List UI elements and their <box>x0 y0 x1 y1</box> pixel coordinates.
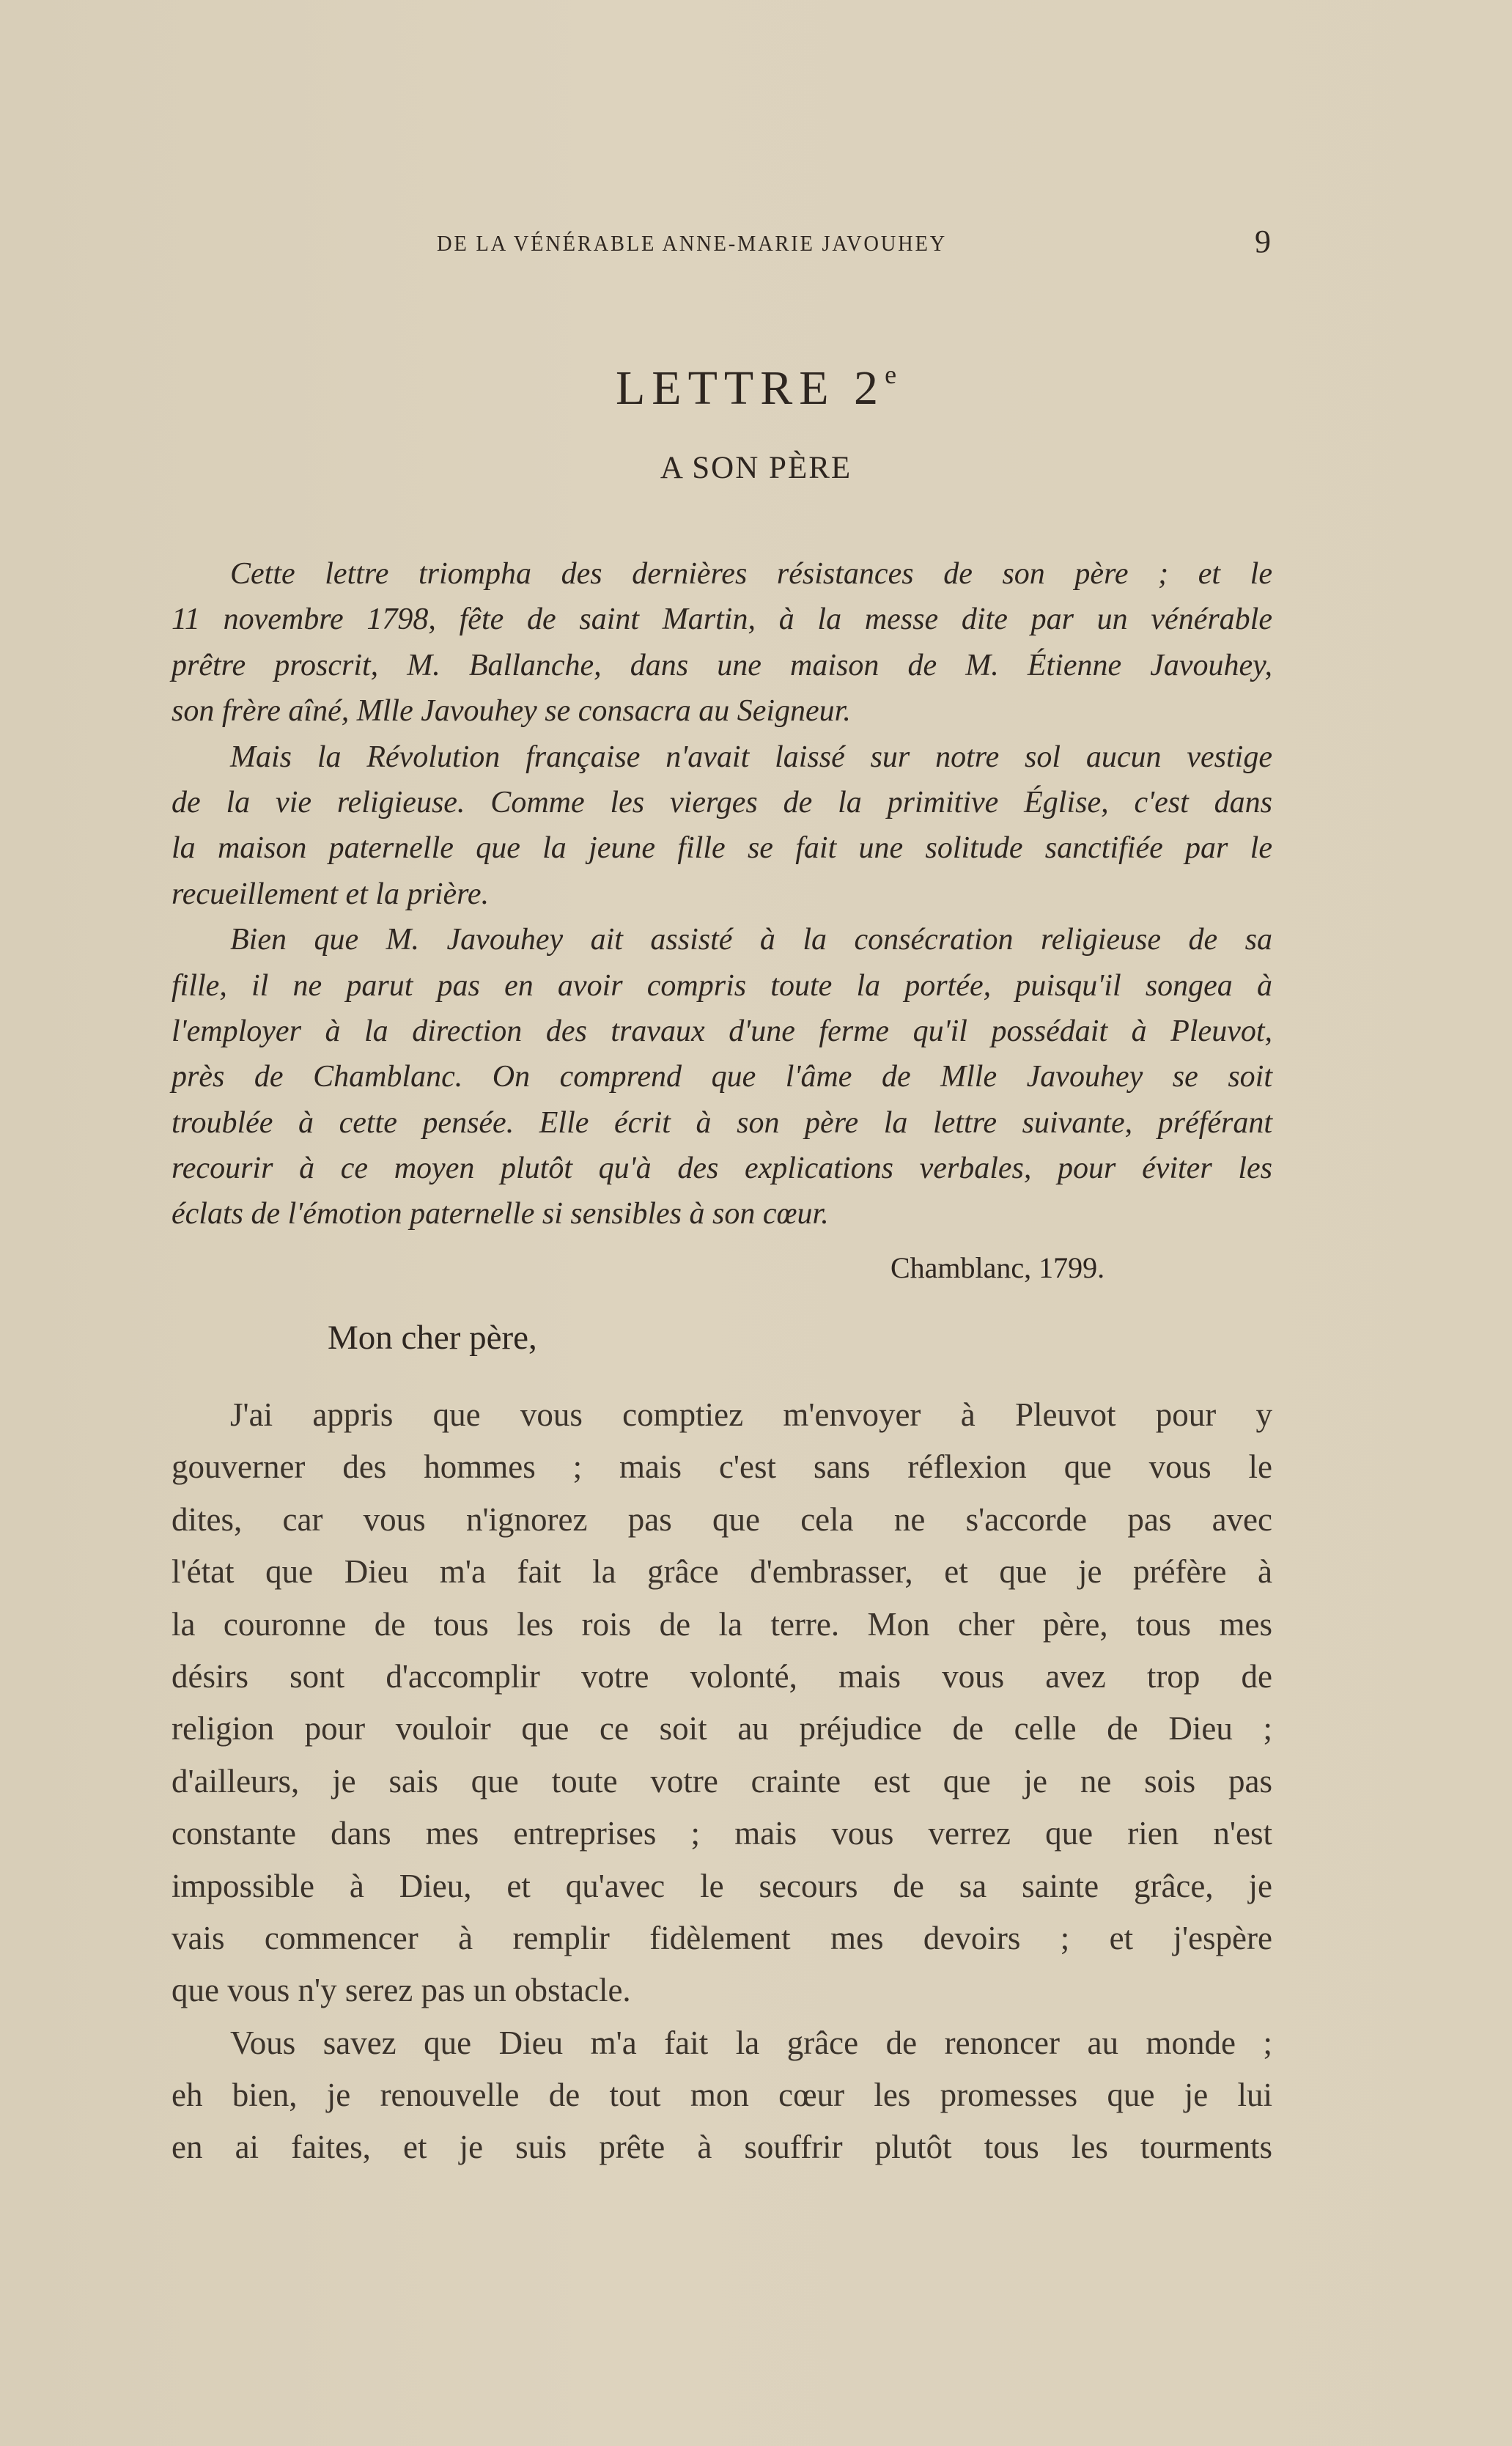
text-line: gouverner des hommes ; mais c'est sans réflexion que vous le <box>172 1448 1272 1486</box>
text-line: son frère aîné, Mlle Javouhey se consacra au Seigneur. <box>172 694 851 729</box>
text-line: désirs sont d'accomplir votre volonté, mais vous avez trop de <box>172 1657 1272 1695</box>
intro-commentary <box>172 551 1272 1237</box>
text-line: impossible à Dieu, et qu'avec le secours de sa sainte grâce, je <box>172 1867 1272 1904</box>
text-line: troublée à cette pensée. Elle écrit à son père la lettre suivante, préférant <box>172 1105 1272 1140</box>
letter-subtitle: A SON PÈRE <box>660 451 852 485</box>
text-line: d'ailleurs, je sais que toute votre crainte est que je ne sois pas <box>172 1762 1272 1799</box>
text-line: Vous savez que Dieu m'a fait la grâce de renoncer au monde ; <box>230 2024 1272 2061</box>
text-line: éclats de l'émotion paternelle si sensibles à son cœur. <box>172 1197 829 1231</box>
text-line: prêtre proscrit, M. Ballanche, dans une maison de M. Étienne Javouhey, <box>172 648 1272 682</box>
text-line: J'ai appris que vous comptiez m'envoyer à Pleuvot pour y <box>230 1396 1272 1433</box>
text-line: eh bien, je renouvelle de tout mon cœur les promesses que je lui <box>172 2077 1272 2114</box>
letter-title-text: LETTRE 2 <box>615 361 885 415</box>
letter-body <box>172 1389 1272 2174</box>
text-line: fille, il ne parut pas en avoir compris toute la portée, puisqu'il songea à <box>172 968 1272 1003</box>
letter-title-superscript: e <box>885 360 897 389</box>
text-line: recourir à ce moyen plutôt qu'à des explications verbales, pour éviter les <box>172 1152 1272 1186</box>
text-line: 11 novembre 1798, fête de saint Martin, à la messe dite par un vénérable <box>172 603 1272 637</box>
text-line: vais commencer à remplir fidèlement mes devoirs ; et j'espère <box>172 1919 1272 1956</box>
text-line: la couronne de tous les rois de la terre. Mon cher père, tous mes <box>172 1605 1272 1643</box>
text-line: Mais la Révolution française n'avait laissé sur notre sol aucun vestige <box>230 740 1272 774</box>
text-line: recueillement et la prière. <box>172 877 490 911</box>
text-line: l'employer à la direction des travaux d'une ferme qu'il possédait à Pleuvot, <box>172 1014 1272 1048</box>
text-line: Bien que M. Javouhey ait assisté à la consécration religieuse de sa <box>230 923 1272 957</box>
letter-salutation: Mon cher père, <box>328 1319 537 1357</box>
text-line: la maison paternelle que la jeune fille se fait une solitude sanctifiée par le <box>172 831 1272 866</box>
text-line: Cette lettre triompha des dernières résistances de son père ; et le <box>230 557 1272 591</box>
text-line: dites, car vous n'ignorez pas que cela ne s'accorde pas avec <box>172 1500 1272 1538</box>
letter-title <box>0 359 1512 416</box>
text-line: l'état que Dieu m'a fait la grâce d'embrasser, et que je préfère à <box>172 1553 1272 1591</box>
text-line: religion pour vouloir que ce soit au préjudice de celle de Dieu ; <box>172 1710 1272 1747</box>
page-number: 9 <box>1255 224 1271 259</box>
running-header: DE LA VÉNÉRABLE ANNE-MARIE JAVOUHEY <box>437 230 948 256</box>
text-line: près de Chamblanc. On comprend que l'âme de Mlle Javouhey se soit <box>172 1060 1272 1094</box>
text-line: en ai faites, et je suis prête à souffrir plutôt tous les tourments <box>172 2129 1272 2166</box>
letter-place-date: Chamblanc, 1799. <box>890 1251 1105 1284</box>
text-line: de la vie religieuse. Comme les vierges de la primitive Église, c'est dans <box>172 785 1272 819</box>
text-line: constante dans mes entreprises ; mais vous verrez que rien n'est <box>172 1815 1272 1852</box>
text-line: que vous n'y serez pas un obstacle. <box>172 1972 631 2009</box>
